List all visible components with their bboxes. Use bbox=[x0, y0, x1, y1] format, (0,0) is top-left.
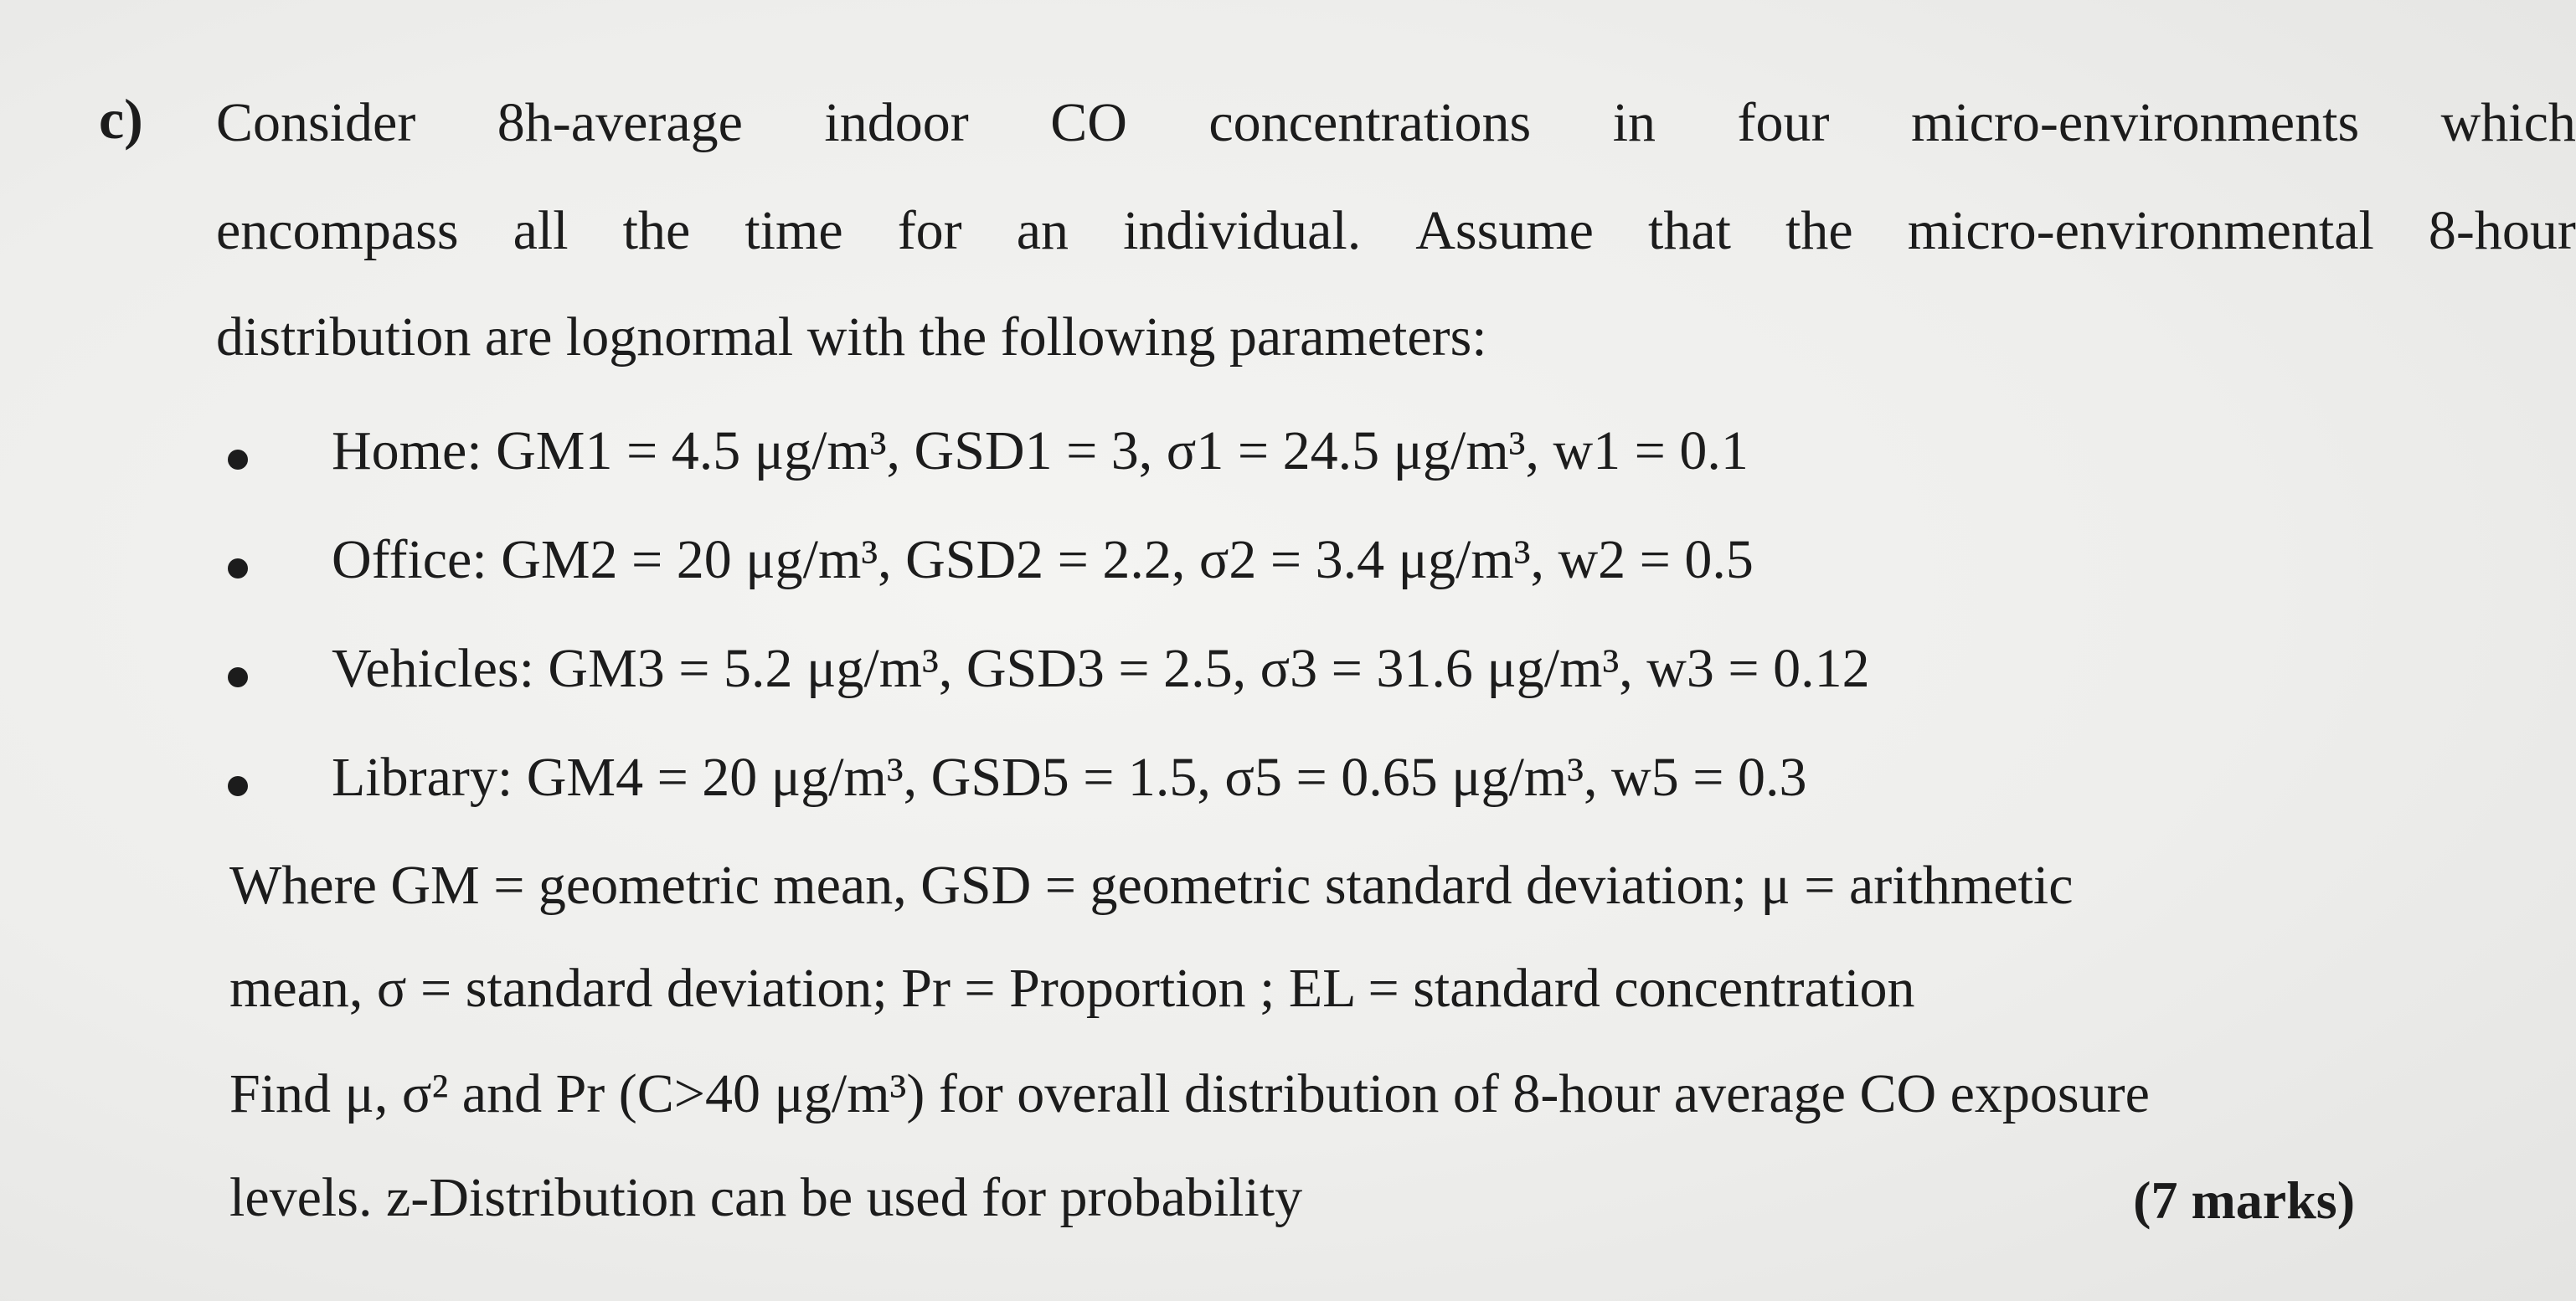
question-label: c) bbox=[99, 87, 143, 151]
intro-word: the bbox=[622, 200, 691, 261]
intro-word: encompass bbox=[216, 200, 459, 261]
parameter-vehicles: Vehicles: GM3 = 5.2 μg/m³, GSD3 = 2.5, σ3 = 31.6 μg/m³, w3 = 0.12 bbox=[332, 638, 1870, 699]
intro-word: that bbox=[1647, 200, 1731, 261]
bullet-icon bbox=[228, 450, 248, 470]
intro-word: in bbox=[1612, 92, 1656, 153]
intro-word: Assume bbox=[1415, 200, 1594, 261]
intro-word: the bbox=[1785, 200, 1853, 261]
intro-word: Consider bbox=[216, 92, 416, 153]
task-line-1: Find μ, σ² and Pr (C>40 μg/m³) for overall distribution of 8-hour average CO exposure bbox=[229, 1063, 2150, 1124]
intro-word: an bbox=[1016, 200, 1069, 261]
parameter-home: Home: GM1 = 4.5 μg/m³, GSD1 = 3, σ1 = 24.5 μg/m³, w1 = 0.1 bbox=[332, 420, 1749, 481]
intro-line-1 bbox=[216, 92, 2576, 153]
parameter-office: Office: GM2 = 20 μg/m³, GSD2 = 2.2, σ2 = 3.4 μg/m³, w2 = 0.5 bbox=[332, 529, 1754, 590]
intro-word: micro-environmental bbox=[1907, 200, 2374, 261]
bullet-icon bbox=[228, 776, 248, 796]
bullet-icon bbox=[228, 667, 248, 687]
intro-line-2 bbox=[216, 200, 2576, 261]
intro-word: micro-environments bbox=[1910, 92, 2360, 153]
intro-word: which bbox=[2440, 92, 2576, 153]
intro-word: four bbox=[1737, 92, 1830, 153]
marks-label: (7 marks) bbox=[2133, 1170, 2355, 1230]
intro-word: for bbox=[897, 200, 962, 261]
intro-word: all bbox=[513, 200, 569, 261]
intro-line-3: distribution are lognormal with the following parameters: bbox=[216, 306, 1487, 368]
intro-word: indoor bbox=[824, 92, 969, 153]
intro-word: individual. bbox=[1123, 200, 1362, 261]
intro-word: 8h-average bbox=[497, 92, 743, 153]
task-line-2: levels. z-Distribution can be used for probability bbox=[229, 1167, 1303, 1228]
definitions-line-2: mean, σ = standard deviation; Pr = Proportion ; EL = standard concentration bbox=[229, 958, 1915, 1019]
parameter-library: Library: GM4 = 20 μg/m³, GSD5 = 1.5, σ5 = 0.65 μg/m³, w5 = 0.3 bbox=[332, 747, 1807, 808]
intro-word: CO bbox=[1050, 92, 1127, 153]
intro-word: 8-hour bbox=[2428, 200, 2576, 261]
intro-word: time bbox=[744, 200, 843, 261]
intro-word: concentrations bbox=[1208, 92, 1532, 153]
definitions-line-1: Where GM = geometric mean, GSD = geometric standard deviation; μ = arithmetic bbox=[229, 855, 2074, 916]
bullet-icon bbox=[228, 558, 248, 579]
